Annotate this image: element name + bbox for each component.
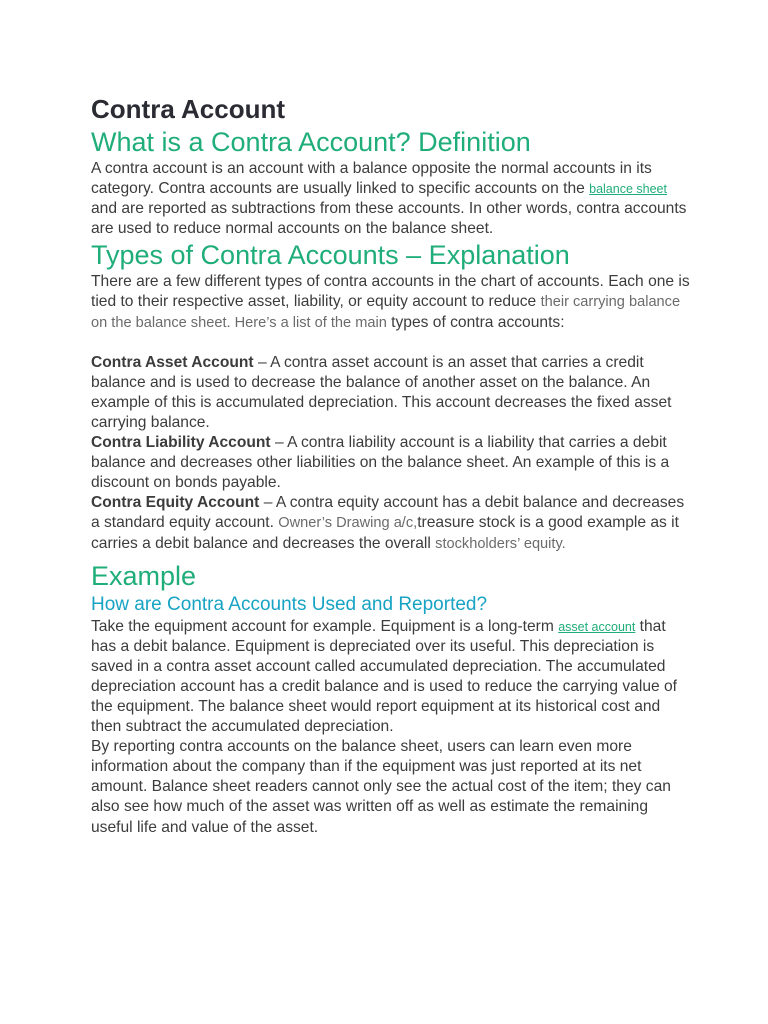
contra-liability-term: Contra Liability Account (91, 434, 271, 452)
document-title: Contra Account (91, 94, 286, 124)
definition-text-2: and are reported as subtractions from these accounts. In other words, contra accounts are used to reduce normal accounts on the balance sheet. (91, 200, 687, 238)
example-subheading: How are Contra Accounts Used and Reported? (91, 593, 488, 615)
definition-text-1: A contra account is an account with a balance opposite the normal accounts in its category. Contra accounts are usually linked to specific accounts on the (91, 160, 652, 198)
contra-equity-paragraph (91, 493, 691, 553)
example-heading: Example (91, 560, 197, 591)
example-paragraph-2: By reporting contra accounts on the balance sheet, users can learn even more information about the company than if the equipment was just reported at its net amount. Balance sheet readers cannot only see the actual cost of the item; they can also see how much of the asset was written off as well as estimate the remaining useful life and value of the asset. (91, 738, 671, 836)
types-intro-paragraph (91, 272, 691, 332)
contra-asset-term: Contra Asset Account (91, 353, 254, 371)
contra-equity-term: Contra Equity Account (91, 494, 260, 512)
contra-equity-light-text-2: stockholders’ equity. (435, 535, 566, 552)
contra-equity-light-text-1: Owner’s Drawing a/c, (278, 515, 418, 532)
balance-sheet-link[interactable]: balance sheet (589, 182, 667, 197)
contra-liability-text: – A contra liability account is a liability that carries a debit balance and decreases other liabilities on the balance sheet. An example of this is a discount on bonds payable. (91, 434, 670, 492)
example-text-1: Take the equipment account for example. Equipment is a long-term (91, 617, 559, 635)
example-paragraph-1 (91, 617, 691, 738)
definition-heading: What is a Contra Account? Definition (91, 127, 531, 157)
example-text-2: that has a debit balance. Equipment is depreciated over its useful. This depreciation is saved in a contra asset account called accumulated depreciation. The accumulated depreciation account has a credit balance and is used to reduce the carrying value of the equipment. The balance sheet would report equipment at its historical cost and then subtract the accumulated depreciation. (91, 617, 677, 736)
paragraph-spacer (91, 333, 691, 353)
types-intro-light-text: their carrying balance on the balance sheet. Here’s a list of the main (91, 294, 681, 331)
contra-asset-text: – A contra asset account is an asset that carries a credit balance and is used to decrease the balance of another asset on the balance. An example of this is accumulated depreciation. This account decreases the fixed asset carrying balance. (91, 353, 672, 431)
types-intro-text-1: There are a few different types of contra accounts in the chart of accounts. Each one is tied to their respective asset, liability, or equity account to reduce (91, 273, 690, 311)
types-intro-text-2: types of contra accounts: (386, 313, 565, 331)
asset-account-link[interactable]: asset account (558, 619, 636, 634)
document-page (91, 92, 691, 838)
contra-liability-paragraph (91, 433, 691, 493)
contra-equity-text-2: treasure stock is a good example as it carries a debit balance and decreases the overall (91, 514, 679, 552)
definition-paragraph (91, 159, 691, 239)
types-heading: Types of Contra Accounts – Explanation (91, 240, 570, 271)
contra-asset-paragraph (91, 353, 691, 433)
contra-equity-text-1: – A contra equity account has a debit balance and decreases a standard equity account. (91, 494, 685, 532)
